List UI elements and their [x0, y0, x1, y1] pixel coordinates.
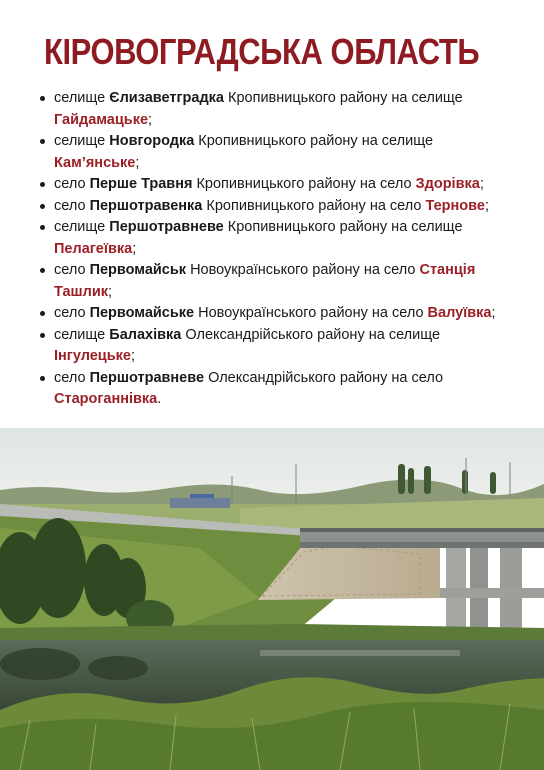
- new-name: Інгулецьке: [54, 348, 131, 364]
- landscape-photo: [0, 428, 544, 770]
- list-item: село Первомайськ Новоукраїнського району на село Станція Ташлик;: [36, 260, 518, 303]
- old-name: Новгородка: [109, 133, 195, 149]
- list-item: селище Новгородка Кропивницького району на селище Кам’янське;: [36, 131, 518, 174]
- list-item: село Першотравневе Олександрійського району на село Староганнівка.: [36, 368, 518, 411]
- roadside-building: [170, 498, 230, 508]
- list-item: село Первомайське Новоукраїнського району на село Валуївка;: [36, 303, 518, 325]
- old-name: Першотравневе: [109, 219, 224, 235]
- list-item: село Першотравенка Кропивницького району на село Тернове;: [36, 196, 518, 218]
- list-item: селище Єлизаветградка Кропивницького району на селище Гайдамацьке;: [36, 88, 518, 131]
- old-name: Первомайськ: [89, 262, 187, 278]
- page-title: КІРОВОГРАДСЬКА ОБЛАСТЬ: [44, 31, 480, 72]
- old-name: Першотравенка: [89, 197, 203, 214]
- list-item: селище Балахівка Олександрійського району на селище Інгулецьке;: [36, 325, 518, 368]
- new-name: Здорівка: [415, 176, 480, 192]
- old-name: Перше Травня: [89, 176, 193, 192]
- old-name: Першотравневе: [89, 369, 205, 386]
- new-name: Кам’янське: [54, 154, 136, 171]
- old-name: Єлизаветградка: [109, 90, 224, 106]
- new-name: Староганнівка: [54, 391, 158, 407]
- new-name: Гайдамацьке: [54, 111, 149, 128]
- new-name: Валуївка: [427, 305, 492, 321]
- renaming-list: [36, 88, 518, 411]
- list-item: селище Першотравневе Кропивницького району на селище Пелагеївка;: [36, 217, 518, 260]
- old-name: Первомайське: [89, 305, 195, 321]
- new-name: Станція Ташлик: [54, 262, 476, 300]
- list-item: село Перше Травня Кропивницького району на село Здорівка;: [36, 174, 518, 196]
- old-name: Балахівка: [109, 326, 182, 343]
- new-name: Пелагеївка: [54, 240, 133, 257]
- new-name: Тернове: [425, 197, 485, 214]
